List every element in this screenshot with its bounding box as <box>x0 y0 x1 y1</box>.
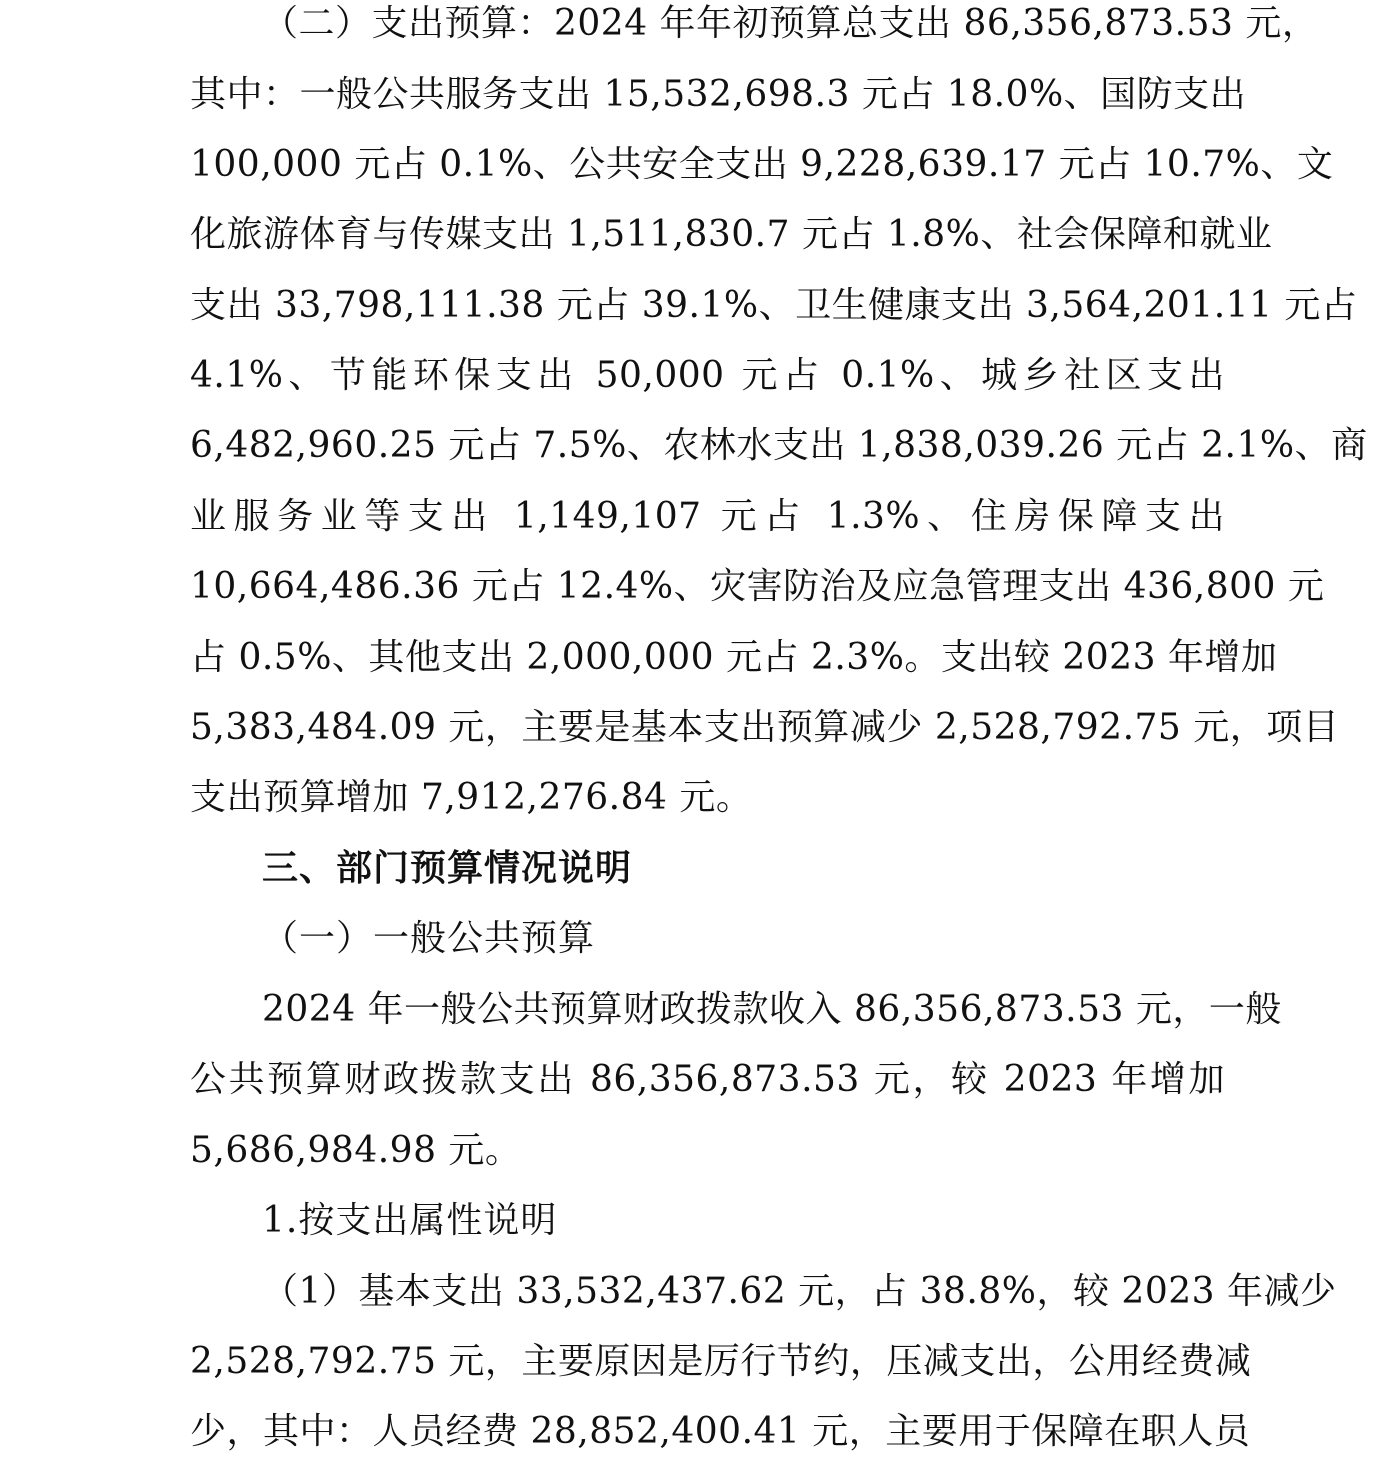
paragraph-line: 其中：一般公共服务支出 15,532,698.3 元占 18.0%、国防支出 <box>190 74 1247 115</box>
paragraph-line: 10,664,486.36 元占 12.4%、灾害防治及应急管理支出 436,800 元 <box>190 566 1325 607</box>
paragraph-line: 占 0.5%、其他支出 2,000,000 元占 2.3%。支出较 2023 年增加 <box>190 637 1278 678</box>
paragraph-line: （1）基本支出 33,532,437.62 元，占 38.8%，较 2023 年减少 <box>262 1271 1337 1312</box>
paragraph-line: 100,000 元占 0.1%、公共安全支出 9,228,639.17 元占 10.7%、文 <box>190 144 1334 185</box>
paragraph-line: 业服务业等支出 1,149,107 元占 1.3%、住房保障支出 <box>190 496 1225 537</box>
paragraph-line: 化旅游体育与传媒支出 1,511,830.7 元占 1.8%、社会保障和就业 <box>190 214 1273 255</box>
paragraph-line: 少，其中：人员经费 28,852,400.41 元，主要用于保障在职人员 <box>190 1411 1251 1452</box>
section-heading: 三、部门预算情况说明 <box>262 848 633 889</box>
paragraph-line: 支出预算增加 7,912,276.84 元。 <box>190 777 753 818</box>
paragraph-line: 5,383,484.09 元，主要是基本支出预算减少 2,528,792.75 元，项目 <box>190 707 1340 748</box>
paragraph-line: 支出 33,798,111.38 元占 39.1%、卫生健康支出 3,564,201.11 元占 <box>190 285 1358 326</box>
paragraph-line: 4.1%、节能环保支出 50,000 元占 0.1%、城乡社区支出 <box>190 355 1225 396</box>
paragraph-line: （二）支出预算：2024 年年初预算总支出 86,356,873.53 元， <box>262 3 1319 44</box>
item-heading: 1.按支出属性说明 <box>262 1200 558 1241</box>
paragraph-line: 公共预算财政拨款支出 86,356,873.53 元，较 2023 年增加 <box>190 1059 1225 1100</box>
paragraph-line: 2024 年一般公共预算财政拨款收入 86,356,873.53 元，一般 <box>262 989 1282 1030</box>
paragraph-line: 2,528,792.75 元，主要原因是厉行节约，压减支出，公用经费减 <box>190 1341 1252 1382</box>
paragraph-line: 5,686,984.98 元。 <box>190 1130 522 1171</box>
paragraph-line: 6,482,960.25 元占 7.5%、农林水支出 1,838,039.26 元占 2.1%、商 <box>190 425 1368 466</box>
subsection-heading: （一）一般公共预算 <box>262 918 596 959</box>
